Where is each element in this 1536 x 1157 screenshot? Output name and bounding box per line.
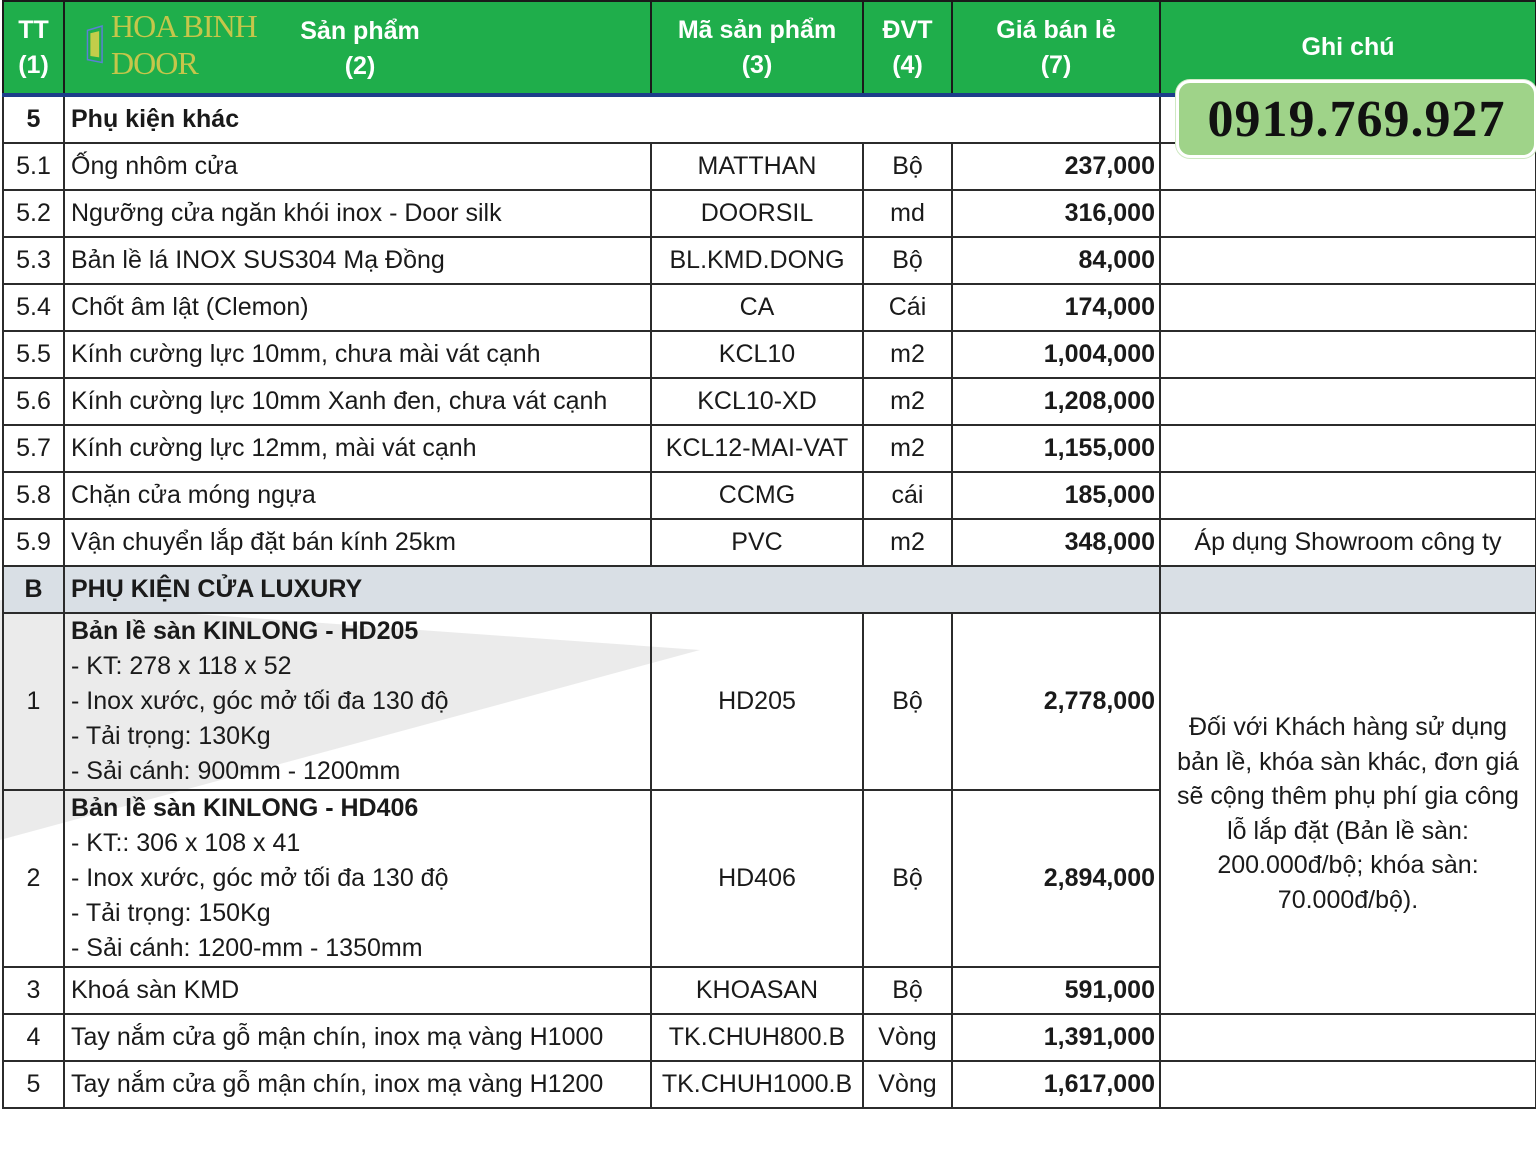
product-unit: Vòng [863, 1061, 952, 1108]
product-price: 348,000 [952, 519, 1160, 566]
product-title: Bản lề sàn KINLONG - HD406 [71, 794, 419, 822]
product-name: Kính cường lực 10mm Xanh đen, chưa vát cạnh [64, 378, 651, 425]
product-code: CCMG [651, 472, 863, 519]
note-cell [1160, 378, 1536, 425]
product-cell [64, 790, 651, 967]
section-title: Phụ kiện khác [64, 95, 1160, 143]
table-row [3, 284, 1536, 331]
note-cell [1160, 1061, 1536, 1108]
product-spec: - Sải cánh: 1200-mm - 1350mm [71, 934, 423, 962]
row-tt: 3 [3, 967, 64, 1014]
product-price: 1,155,000 [952, 425, 1160, 472]
product-unit: md [863, 190, 952, 237]
product-code: TK.CHUH800.B [651, 1014, 863, 1061]
product-code: CA [651, 284, 863, 331]
product-unit: Bộ [863, 237, 952, 284]
product-code: TK.CHUH1000.B [651, 1061, 863, 1108]
row-tt: 5.6 [3, 378, 64, 425]
product-code: KCL12-MAI-VAT [651, 425, 863, 472]
product-name: Chặn cửa móng ngựa [64, 472, 651, 519]
price-table [2, 0, 1536, 1109]
header-price: Giá bán lẻ (7) [952, 1, 1160, 95]
product-price: 237,000 [952, 143, 1160, 190]
row-tt: 5.1 [3, 143, 64, 190]
header-note: Ghi chú [1160, 1, 1536, 95]
row-tt: 4 [3, 1014, 64, 1061]
table-row [3, 1061, 1536, 1108]
header-unit: ĐVT (4) [863, 1, 952, 95]
product-unit: Bộ [863, 613, 952, 790]
product-price: 2,894,000 [952, 790, 1160, 967]
product-code: PVC [651, 519, 863, 566]
product-unit: Bộ [863, 790, 952, 967]
product-code: KCL10-XD [651, 378, 863, 425]
product-cell [64, 613, 651, 790]
product-name: Ngưỡng cửa ngăn khói inox - Door silk [64, 190, 651, 237]
product-name: Khoá sàn KMD [64, 967, 651, 1014]
product-code: DOORSIL [651, 190, 863, 237]
row-tt: 5 [3, 1061, 64, 1108]
product-spec: - Tải trọng: 130Kg [71, 722, 271, 750]
product-code: KCL10 [651, 331, 863, 378]
product-name: Vận chuyển lắp đặt bán kính 25km [64, 519, 651, 566]
product-price: 1,004,000 [952, 331, 1160, 378]
product-spec: - KT:: 306 x 108 x 41 [71, 829, 301, 857]
product-name: Kính cường lực 10mm, chưa mài vát cạnh [64, 331, 651, 378]
product-price: 591,000 [952, 967, 1160, 1014]
header-product: Sản phẩm (2) [64, 1, 651, 95]
product-price: 1,208,000 [952, 378, 1160, 425]
row-tt: 5.5 [3, 331, 64, 378]
product-price: 1,617,000 [952, 1061, 1160, 1108]
header-tt: TT (1) [3, 1, 64, 95]
row-tt: 1 [3, 613, 64, 790]
product-price: 174,000 [952, 284, 1160, 331]
row-tt: 5.7 [3, 425, 64, 472]
note-cell [1160, 1014, 1536, 1061]
product-spec: - KT: 278 x 118 x 52 [71, 652, 292, 680]
product-price: 2,778,000 [952, 613, 1160, 790]
section-tt: 5 [3, 95, 64, 143]
product-code: HD205 [651, 613, 863, 790]
product-spec: - Inox xước, góc mở tối đa 130 độ [71, 687, 449, 715]
product-unit: cái [863, 472, 952, 519]
product-unit: m2 [863, 378, 952, 425]
note-cell [1160, 566, 1536, 613]
table-row [3, 1014, 1536, 1061]
note-cell [1160, 284, 1536, 331]
section-title: PHỤ KIỆN CỬA LUXURY [64, 566, 1160, 613]
phone-badge: 0919.769.927 [1176, 80, 1536, 158]
product-unit: Vòng [863, 1014, 952, 1061]
product-price: 1,391,000 [952, 1014, 1160, 1061]
logo-text: HOA BINH DOOR [111, 8, 257, 81]
row-tt: 5.8 [3, 472, 64, 519]
note-cell: Áp dụng Showroom công ty [1160, 519, 1536, 566]
row-tt: 5.2 [3, 190, 64, 237]
section-row-b [3, 566, 1536, 613]
product-name: Tay nắm cửa gỗ mận chín, inox mạ vàng H1000 [64, 1014, 651, 1061]
note-cell [1160, 472, 1536, 519]
product-name: Chốt âm lật (Clemon) [64, 284, 651, 331]
note-cell [1160, 331, 1536, 378]
product-name: Tay nắm cửa gỗ mận chín, inox mạ vàng H1200 [64, 1061, 651, 1108]
table-row [3, 472, 1536, 519]
product-code: HD406 [651, 790, 863, 967]
product-code: KHOASAN [651, 967, 863, 1014]
product-code: BL.KMD.DONG [651, 237, 863, 284]
table-row [3, 190, 1536, 237]
note-cell [1160, 425, 1536, 472]
product-name: Ống nhôm cửa [64, 143, 651, 190]
product-name: Kính cường lực 12mm, mài vát cạnh [64, 425, 651, 472]
product-unit: Bộ [863, 143, 952, 190]
product-title: Bản lề sàn KINLONG - HD205 [71, 617, 419, 645]
note-cell [1160, 190, 1536, 237]
product-price: 316,000 [952, 190, 1160, 237]
product-unit: Cái [863, 284, 952, 331]
product-spec: - Sải cánh: 900mm - 1200mm [71, 757, 401, 785]
table-row [3, 519, 1536, 566]
table-row [3, 425, 1536, 472]
product-spec: - Tải trọng: 150Kg [71, 899, 271, 927]
table-row [3, 613, 1536, 790]
product-unit: m2 [863, 331, 952, 378]
row-tt: 5.3 [3, 237, 64, 284]
product-unit: m2 [863, 425, 952, 472]
table-row [3, 378, 1536, 425]
section-tt: B [3, 566, 64, 613]
product-spec: - Inox xước, góc mở tối đa 130 độ [71, 864, 449, 892]
table-row [3, 237, 1536, 284]
product-price: 185,000 [952, 472, 1160, 519]
merged-note: Đối với Khách hàng sử dụng bản lề, khóa sàn khác, đơn giá sẽ cộng thêm phụ phí gia công lỗ lắp đặt (Bản lề sàn: 200.000đ/bộ; khóa sàn: 70.000đ/bộ). [1160, 613, 1536, 1014]
product-unit: m2 [863, 519, 952, 566]
product-code: MATTHAN [651, 143, 863, 190]
row-tt: 2 [3, 790, 64, 967]
header-code: Mã sản phẩm (3) [651, 1, 863, 95]
row-tt: 5.9 [3, 519, 64, 566]
product-price: 84,000 [952, 237, 1160, 284]
note-cell [1160, 237, 1536, 284]
product-name: Bản lề lá INOX SUS304 Mạ Đồng [64, 237, 651, 284]
table-row [3, 331, 1536, 378]
product-unit: Bộ [863, 967, 952, 1014]
row-tt: 5.4 [3, 284, 64, 331]
